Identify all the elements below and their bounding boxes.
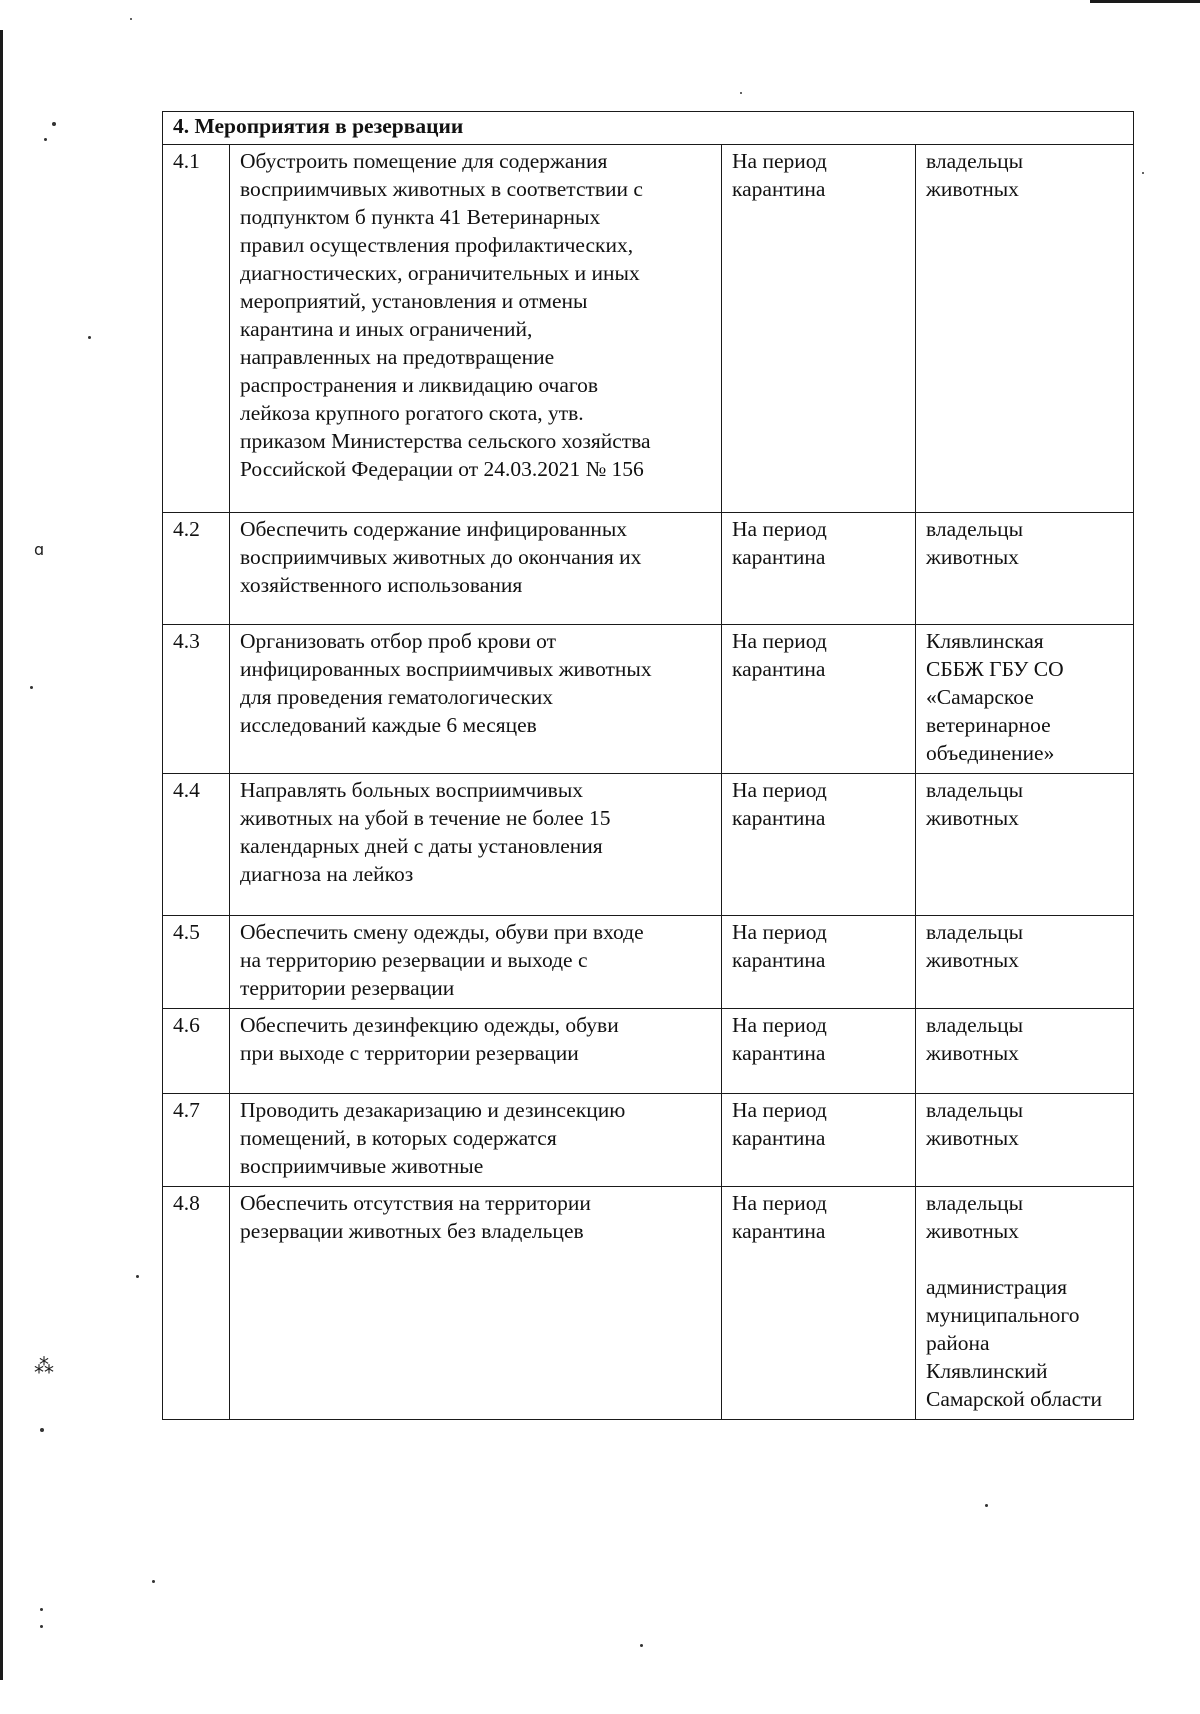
scan-speck bbox=[1142, 172, 1144, 174]
period-line: карантина bbox=[732, 657, 826, 681]
row-number: 4.5 bbox=[163, 916, 230, 1009]
responsible-cell bbox=[916, 625, 1134, 774]
action-line: распространения и ликвидацию очагов bbox=[240, 373, 599, 397]
period-line: На период bbox=[732, 1191, 827, 1215]
period-line: На период bbox=[732, 920, 827, 944]
scan-speck bbox=[136, 1275, 139, 1278]
measures-table bbox=[162, 111, 1134, 1420]
period-cell bbox=[722, 513, 916, 625]
table-row bbox=[163, 1094, 1134, 1187]
action-line: диагноза на лейкоз bbox=[240, 862, 414, 886]
period-line: На период bbox=[732, 1013, 827, 1037]
responsible-line: животных bbox=[926, 806, 1019, 830]
responsible-line: ветеринарное bbox=[926, 713, 1051, 737]
action-line: карантина и иных ограничений, bbox=[240, 317, 533, 341]
scan-speck bbox=[30, 686, 33, 689]
table-row bbox=[163, 774, 1134, 916]
scan-speck bbox=[130, 18, 132, 20]
period-cell bbox=[722, 916, 916, 1009]
period-line: карантина bbox=[732, 948, 826, 972]
action-line: хозяйственного использования bbox=[240, 573, 523, 597]
action-line: для проведения гематологических bbox=[240, 685, 554, 709]
responsible-line: владельцы bbox=[926, 920, 1024, 944]
period-cell bbox=[722, 1094, 916, 1187]
action-line: помещений, в которых содержатся bbox=[240, 1126, 557, 1150]
period-line: карантина bbox=[732, 1041, 826, 1065]
responsible-line: администрация bbox=[926, 1275, 1067, 1299]
period-line: На период bbox=[732, 778, 827, 802]
action-line: подпунктом б пункта 41 Ветеринарных bbox=[240, 205, 601, 229]
period-cell bbox=[722, 1009, 916, 1094]
scan-speck bbox=[88, 336, 91, 339]
action-line: направленных на предотвращение bbox=[240, 345, 555, 369]
responsible-line: Клявлинская bbox=[926, 629, 1044, 653]
table-row bbox=[163, 1009, 1134, 1094]
row-number: 4.6 bbox=[163, 1009, 230, 1094]
responsible-line: владельцы bbox=[926, 517, 1024, 541]
row-number: 4.8 bbox=[163, 1187, 230, 1420]
period-line: На период bbox=[732, 629, 827, 653]
action-line: Обеспечить отсутствия на территории bbox=[240, 1191, 591, 1215]
scan-speck bbox=[40, 1608, 43, 1611]
responsible-line: Клявлинский bbox=[926, 1359, 1048, 1383]
action-line: исследований каждые 6 месяцев bbox=[240, 713, 537, 737]
table-row bbox=[163, 1187, 1134, 1420]
action-cell bbox=[230, 1187, 722, 1420]
responsible-line: животных bbox=[926, 177, 1019, 201]
responsible-line: животных bbox=[926, 1219, 1019, 1243]
responsible-line: муниципального bbox=[926, 1303, 1080, 1327]
responsible-line: Самарской области bbox=[926, 1387, 1103, 1411]
scan-edge-top-right bbox=[1090, 0, 1200, 3]
action-line: Обеспечить дезинфекцию одежды, обуви bbox=[240, 1013, 619, 1037]
action-line: на территорию резервации и выходе с bbox=[240, 948, 588, 972]
action-line: Организовать отбор проб крови от bbox=[240, 629, 557, 653]
scan-speck bbox=[40, 1625, 43, 1628]
responsible-line: владельцы bbox=[926, 778, 1024, 802]
responsible-cell bbox=[916, 774, 1134, 916]
scan-speck bbox=[152, 1580, 155, 1583]
period-line: На период bbox=[732, 517, 827, 541]
responsible-cell bbox=[916, 513, 1134, 625]
action-cell bbox=[230, 774, 722, 916]
action-line: Обеспечить смену одежды, обуви при входе bbox=[240, 920, 644, 944]
period-line: На период bbox=[732, 149, 827, 173]
scan-speck bbox=[52, 122, 56, 126]
responsible-line: владельцы bbox=[926, 1013, 1024, 1037]
action-line: при выходе с территории резервации bbox=[240, 1041, 579, 1065]
action-cell bbox=[230, 1009, 722, 1094]
period-cell bbox=[722, 625, 916, 774]
period-cell bbox=[722, 1187, 916, 1420]
action-cell bbox=[230, 1094, 722, 1187]
responsible-line: животных bbox=[926, 948, 1019, 972]
row-number: 4.3 bbox=[163, 625, 230, 774]
scan-speck bbox=[40, 1428, 44, 1432]
period-cell bbox=[722, 145, 916, 513]
responsible-line: животных bbox=[926, 1126, 1019, 1150]
scan-smudge-icon: ɑ bbox=[34, 540, 45, 559]
action-line: Обеспечить содержание инфицированных bbox=[240, 517, 628, 541]
responsible-cell bbox=[916, 1009, 1134, 1094]
period-cell bbox=[722, 774, 916, 916]
table-row bbox=[163, 513, 1134, 625]
action-line: восприимчивые животные bbox=[240, 1154, 484, 1178]
action-cell bbox=[230, 513, 722, 625]
responsible-cell bbox=[916, 145, 1134, 513]
responsible-line: владельцы bbox=[926, 1191, 1024, 1215]
responsible-line: «Самарское bbox=[926, 685, 1034, 709]
section-title: 4. Мероприятия в резервации bbox=[163, 112, 1134, 145]
action-line: лейкоза крупного рогатого скота, утв. bbox=[240, 401, 584, 425]
table-row bbox=[163, 916, 1134, 1009]
responsible-line: животных bbox=[926, 1041, 1019, 1065]
row-number: 4.7 bbox=[163, 1094, 230, 1187]
responsible-cell bbox=[916, 1094, 1134, 1187]
scan-speck bbox=[640, 1644, 643, 1647]
action-line: Направлять больных восприимчивых bbox=[240, 778, 584, 802]
scan-speck bbox=[985, 1504, 988, 1507]
responsible-line: СББЖ ГБУ СО bbox=[926, 657, 1064, 681]
action-line: правил осуществления профилактических, bbox=[240, 233, 634, 257]
row-number: 4.1 bbox=[163, 145, 230, 513]
row-number: 4.2 bbox=[163, 513, 230, 625]
action-line: восприимчивых животных в соответствии с bbox=[240, 177, 643, 201]
action-line: Проводить дезакаризацию и дезинсекцию bbox=[240, 1098, 626, 1122]
action-line: животных на убой в течение не более 15 bbox=[240, 806, 611, 830]
action-line: Обустроить помещение для содержания bbox=[240, 149, 608, 173]
period-line: карантина bbox=[732, 1126, 826, 1150]
scan-speck bbox=[740, 92, 742, 94]
row-number: 4.4 bbox=[163, 774, 230, 916]
spacer bbox=[926, 1245, 1125, 1273]
responsible-line: владельцы bbox=[926, 149, 1024, 173]
table-row bbox=[163, 625, 1134, 774]
period-line: карантина bbox=[732, 545, 826, 569]
responsible-line: объединение» bbox=[926, 741, 1055, 765]
responsible-line: животных bbox=[926, 545, 1019, 569]
scan-smudge-icon: ⁂ bbox=[34, 1354, 54, 1378]
responsible-cell bbox=[916, 916, 1134, 1009]
period-line: карантина bbox=[732, 806, 826, 830]
scan-speck bbox=[44, 138, 47, 141]
action-line: Российской Федерации от 24.03.2021 № 156 bbox=[240, 457, 644, 481]
action-line: диагностических, ограничительных и иных bbox=[240, 261, 640, 285]
action-line: инфицированных восприимчивых животных bbox=[240, 657, 652, 681]
period-line: карантина bbox=[732, 1219, 826, 1243]
action-cell bbox=[230, 625, 722, 774]
responsible-line: владельцы bbox=[926, 1098, 1024, 1122]
table-row bbox=[163, 145, 1134, 513]
period-line: карантина bbox=[732, 177, 826, 201]
responsible-line: района bbox=[926, 1331, 990, 1355]
scan-edge-left bbox=[0, 30, 3, 1680]
period-line: На период bbox=[732, 1098, 827, 1122]
action-line: территории резервации bbox=[240, 976, 455, 1000]
section-header-row bbox=[163, 112, 1134, 145]
action-cell bbox=[230, 916, 722, 1009]
responsible-cell bbox=[916, 1187, 1134, 1420]
action-line: восприимчивых животных до окончания их bbox=[240, 545, 642, 569]
action-cell bbox=[230, 145, 722, 513]
action-line: календарных дней с даты установления bbox=[240, 834, 603, 858]
action-line: приказом Министерства сельского хозяйства bbox=[240, 429, 651, 453]
action-line: мероприятий, установления и отмены bbox=[240, 289, 588, 313]
action-line: резервации животных без владельцев bbox=[240, 1219, 584, 1243]
